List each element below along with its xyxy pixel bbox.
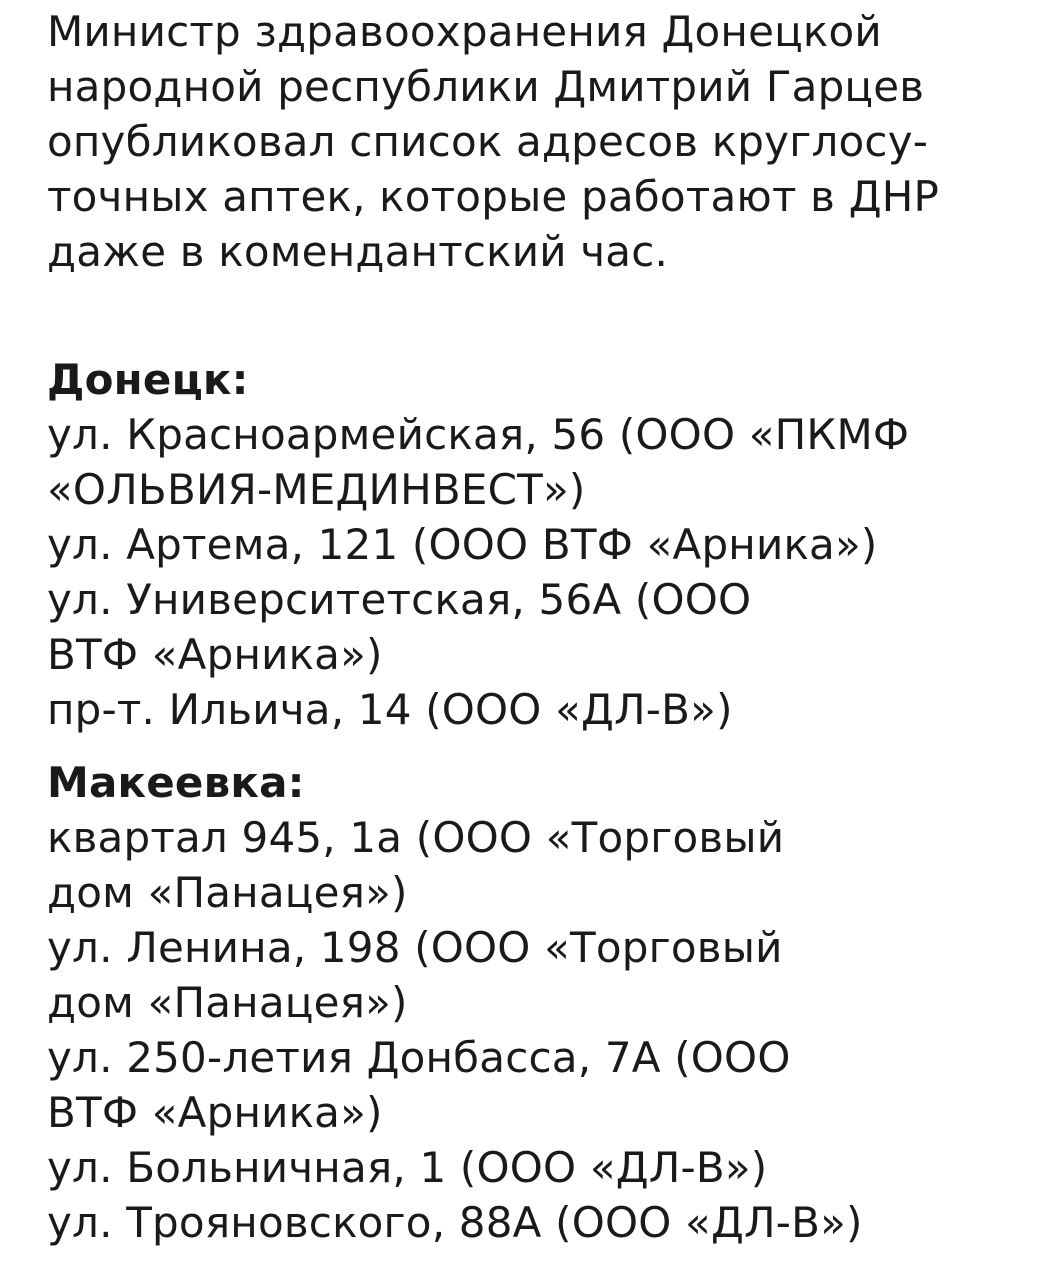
address-line: «ОЛЬВИЯ-МЕДИНВЕСТ»): [47, 465, 586, 514]
intro-line: народной республики Дмитрий Гарцев: [47, 62, 925, 111]
city-heading-makeevka: Макеевка:: [47, 758, 305, 807]
address-line: ул. Красноармейская, 56 (ООО «ПКМФ: [47, 410, 910, 459]
address-line: ул. Университетская, 56А (ООО: [47, 575, 752, 624]
address-line: ул. Больничная, 1 (ООО «ДЛ-В»): [47, 1143, 768, 1192]
intro-line: опубликовал список адресов круглосу-: [47, 117, 929, 166]
address-line: ул. Артема, 121 (ООО ВТФ «Арника»): [47, 520, 878, 569]
address-line: ул. Ленина, 198 (ООО «Торговый: [47, 923, 783, 972]
address-line: ВТФ «Арника»): [47, 630, 383, 679]
address-line: ул. Трояновского, 88А (ООО «ДЛ-В»): [47, 1198, 863, 1247]
address-line: ВТФ «Арника»): [47, 1088, 383, 1137]
intro-line: Министр здравоохранения Донецкой: [47, 7, 882, 56]
city-heading-donetsk: Донецк:: [47, 355, 249, 404]
intro-line: точных аптек, которые работают в ДНР: [47, 172, 940, 221]
address-line: дом «Панацея»): [47, 868, 408, 917]
intro-line: даже в комендантский час.: [47, 227, 669, 276]
address-line: дом «Панацея»): [47, 978, 408, 1027]
address-line: квартал 945, 1а (ООО «Торговый: [47, 813, 785, 862]
address-line: ул. 250-летия Донбасса, 7А (ООО: [47, 1033, 791, 1082]
address-line: пр-т. Ильича, 14 (ООО «ДЛ-В»): [47, 685, 733, 734]
